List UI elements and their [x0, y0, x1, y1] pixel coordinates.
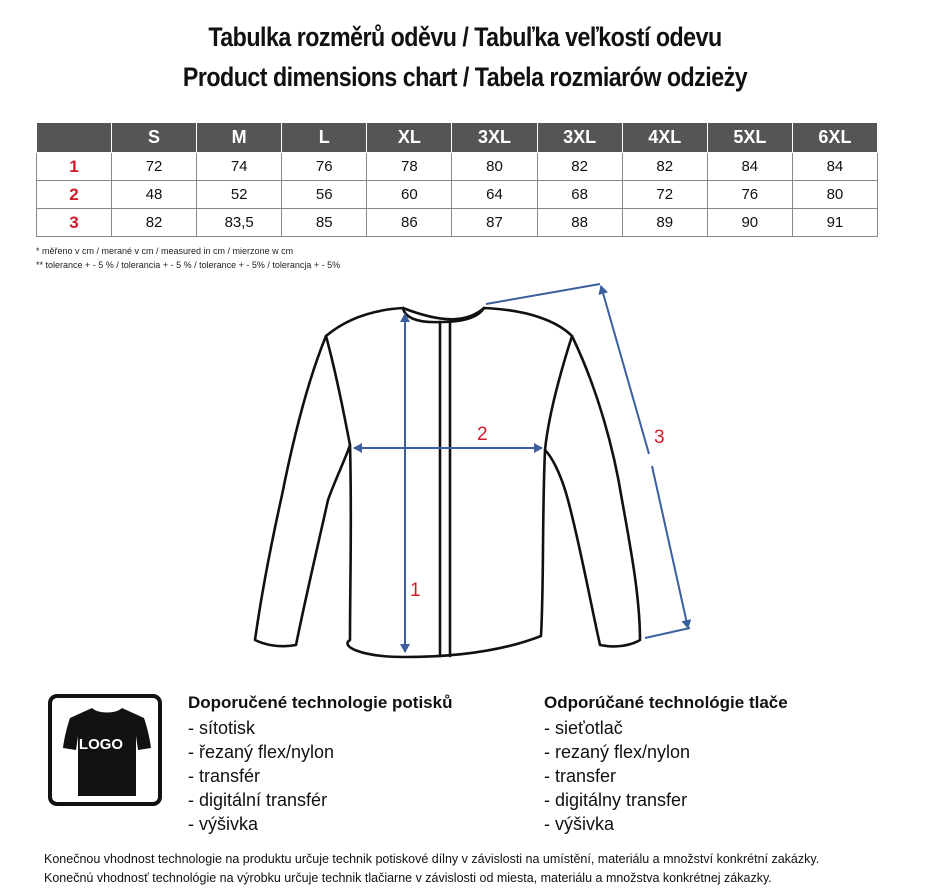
- footer-note-cz: Konečnou vhodnost technologie na produktu určuje technik potiskové dílny v závislosti na umístění, materiálu a množství konkrétní zakázky.: [44, 852, 820, 866]
- table-cell: 91: [792, 209, 877, 237]
- list-item: - digitální transfér: [188, 790, 328, 810]
- table-cell: 76: [707, 181, 792, 209]
- table-cell: 85: [282, 209, 367, 237]
- footer-note-sk: Konečnú vhodnosť technológie na výrobku určuje technik tlačiarne v závislosti od miesta, materiálu a množstva konkrétnej zákazky.: [44, 871, 772, 885]
- arrow-3-sleeve-bottom: [652, 466, 688, 628]
- table-cell: 74: [197, 153, 282, 181]
- print-tech-cz: [188, 690, 452, 836]
- table-cell: 80: [452, 153, 537, 181]
- size-header: 3XL: [537, 123, 622, 153]
- dimension-label-2: 2: [477, 424, 488, 445]
- size-header: 6XL: [792, 123, 877, 153]
- list-item: - sítotisk: [188, 718, 256, 738]
- title-line-2: Product dimensions chart / Tabela rozmiarów odzieży: [182, 62, 748, 92]
- dimension-label-3: 3: [654, 427, 665, 448]
- list-item: - výšivka: [544, 814, 615, 834]
- table-cell: 48: [112, 181, 197, 209]
- logo-tshirt-box: [48, 694, 162, 806]
- table-cell: 60: [367, 181, 452, 209]
- table-cell: 82: [537, 153, 622, 181]
- table-cell: 68: [537, 181, 622, 209]
- table-cell: 87: [452, 209, 537, 237]
- print-tech-cz-heading: Doporučené technologie potisků: [188, 693, 453, 712]
- title-line-1: Tabulka rozměrů oděvu / Tabuľka veľkostí odevu: [208, 22, 722, 52]
- row-label: 3: [37, 209, 112, 237]
- table-cell: 86: [367, 209, 452, 237]
- table-cell: 84: [792, 153, 877, 181]
- size-header: S: [112, 123, 197, 153]
- print-tech-sk-heading: Odporúčané technológie tlače: [544, 693, 788, 712]
- table-cell: 82: [112, 209, 197, 237]
- table-cell: 80: [792, 181, 877, 209]
- measured-note: * měřeno v cm / merané v cm / measured in cm / mierzone w cm: [36, 246, 294, 256]
- size-header: 4XL: [622, 123, 707, 153]
- size-header: 5XL: [707, 123, 792, 153]
- table-cell: 78: [367, 153, 452, 181]
- jacket-outline: [255, 308, 640, 657]
- logo-text: LOGO: [78, 736, 124, 753]
- table-cell: 76: [282, 153, 367, 181]
- list-item: - transfer: [544, 766, 617, 786]
- size-header: 3XL: [452, 123, 537, 153]
- arrow-3-sleeve-top: [601, 286, 649, 454]
- table-cell: 83,5: [197, 209, 282, 237]
- table-cell: 52: [197, 181, 282, 209]
- leader-3-top: [486, 284, 600, 304]
- table-cell: 64: [452, 181, 537, 209]
- row-label: 2: [37, 181, 112, 209]
- table-cell: 90: [707, 209, 792, 237]
- table-cell: 72: [112, 153, 197, 181]
- table-cell: 88: [537, 209, 622, 237]
- table-cell: 72: [622, 181, 707, 209]
- size-header: L: [282, 123, 367, 153]
- leader-3-bottom: [645, 628, 690, 638]
- row-label: 1: [37, 153, 112, 181]
- dimension-lines: [354, 284, 690, 652]
- list-item: - sieťotlač: [544, 718, 623, 738]
- dimension-label-1: 1: [410, 580, 421, 601]
- print-tech-sk: [544, 690, 788, 836]
- list-item: - rezaný flex/nylon: [544, 742, 691, 762]
- table-cell: 89: [622, 209, 707, 237]
- list-item: - řezaný flex/nylon: [188, 742, 335, 762]
- tolerance-note: ** tolerance + - 5 % / tolerancia + - 5 % / tolerance + - 5% / tolerancja + - 5%: [36, 260, 341, 270]
- table-cell: 84: [707, 153, 792, 181]
- list-item: - digitálny transfer: [544, 790, 688, 810]
- list-item: - transfér: [188, 766, 261, 786]
- list-item: - výšivka: [188, 814, 259, 834]
- table-cell: 56: [282, 181, 367, 209]
- table-cell: 82: [622, 153, 707, 181]
- size-header: M: [197, 123, 282, 153]
- size-header: XL: [367, 123, 452, 153]
